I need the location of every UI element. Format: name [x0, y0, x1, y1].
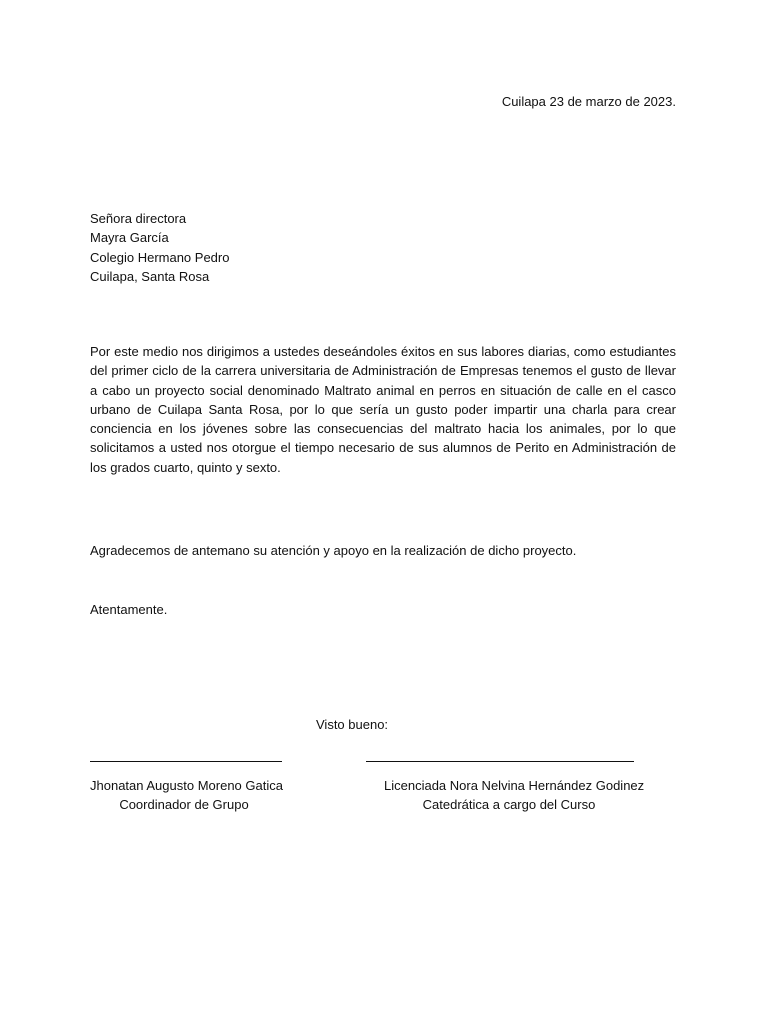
signature-line-right — [366, 761, 634, 762]
approval-label: Visto bueno: — [316, 717, 389, 732]
signature-left — [90, 776, 283, 814]
letter-date: Cuilapa 23 de marzo de 2023. — [501, 94, 676, 109]
recipient-location: Cuilapa, Santa Rosa — [90, 268, 210, 284]
signer-role: Catedrática a cargo del Curso — [422, 797, 596, 812]
recipient-block — [90, 209, 229, 286]
recipient-institution: Colegio Hermano Pedro — [90, 249, 230, 265]
letter-body: Por este medio nos dirigimos a ustedes deseándoles éxitos en sus labores diarias, como estudiantes del primer ciclo de la carrera universitaria de Administración de Empresas tenemos el gusto de llevar a cabo un proyecto social denominado Maltrato animal en perros en situación de calle en el casco urbano de Cuilapa Santa Rosa, por lo que sería un gusto poder impartir una charla para crear conciencia en los jóvenes sobre las consecuencias del maltrato hacia los animales, por lo que solicitamos a usted nos otorgue el tiempo necesario de sus alumnos de Perito en Administración de los grados cuarto, quinto y sexto. — [90, 344, 676, 475]
signature-line-left — [90, 761, 282, 762]
closing-text: Atentamente. — [90, 602, 168, 617]
thanks-paragraph: Agradecemos de antemano su atención y apoyo en la realización de dicho proyecto. — [90, 543, 577, 558]
signer-name: Licenciada Nora Nelvina Hernández Godinez — [384, 778, 645, 793]
signature-right — [384, 776, 645, 814]
signer-name: Jhonatan Augusto Moreno Gatica — [90, 778, 283, 793]
signer-role: Coordinador de Grupo — [119, 797, 249, 812]
recipient-name: Mayra García — [90, 230, 169, 246]
recipient-title: Señora directora — [90, 211, 187, 226]
